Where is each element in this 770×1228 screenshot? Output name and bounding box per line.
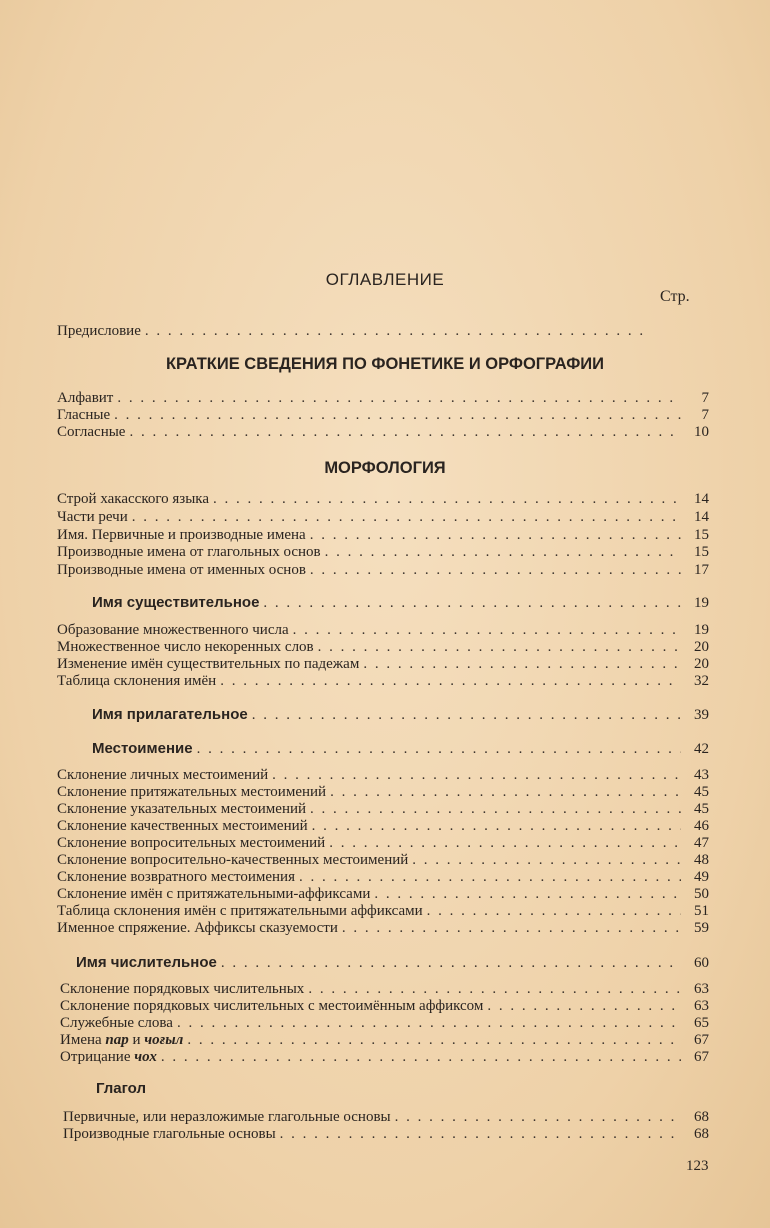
toc-entry: Изменение имён существительных по падежам . . . 20 bbox=[57, 655, 709, 673]
subsection-noun: Имя существительное . . . 19 bbox=[92, 594, 709, 612]
subsection-adjective: Имя прилагательное . . . 39 bbox=[92, 706, 709, 724]
section-heading-phonetics: КРАТКИЕ СВЕДЕНИЯ ПО ФОНЕТИКЕ И ОРФОГРАФИИ bbox=[165, 355, 605, 373]
page-title: ОГЛАВЛЕНИЕ bbox=[325, 270, 445, 289]
toc-entry: Склонение притяжательных местоимений . . . 45 bbox=[57, 783, 709, 801]
toc-entry: Склонение вопросительных местоимений . . . 47 bbox=[57, 834, 709, 852]
toc-entry: Склонение качественных местоимений . . . 46 bbox=[57, 817, 709, 835]
toc-entry: Гласные . . . 7 bbox=[57, 406, 709, 424]
page-column-label: Стр. bbox=[660, 288, 690, 305]
toc-entry-negation: Отрицание чох . . . 67 bbox=[60, 1048, 709, 1066]
toc-entry bbox=[57, 322, 671, 340]
toc-entry: Склонение порядковых числительных . . . 63 bbox=[60, 980, 709, 998]
toc-entry: Склонение указательных местоимений . . . 45 bbox=[57, 800, 709, 818]
section-heading-morphology: МОРФОЛОГИЯ bbox=[324, 459, 446, 477]
toc-entry: Производные имена от глагольных основ . . . 15 bbox=[57, 543, 709, 561]
toc-entry: Производные имена от именных основ . . . 17 bbox=[57, 561, 709, 579]
toc-entry: Строй хакасского языка . . . 14 bbox=[57, 490, 709, 508]
toc-entry: Производные глагольные основы . . . 68 bbox=[63, 1125, 709, 1143]
subsection-pronoun: Местоимение . . . 42 bbox=[92, 740, 709, 758]
toc-entry: Таблица склонения имён с притяжательными аффиксами . . . 51 bbox=[57, 902, 709, 920]
toc-entry: Таблица склонения имён . . . 32 bbox=[57, 672, 709, 690]
toc-entry: Алфавит . . . 7 bbox=[57, 389, 709, 407]
toc-entry: Служебные слова . . . 65 bbox=[60, 1014, 709, 1032]
toc-entry-names: Имена пар и чоғыл . . . 67 bbox=[60, 1031, 709, 1049]
toc-entry-label: Предисловие bbox=[57, 323, 141, 339]
toc-entry: Части речи . . . 14 bbox=[57, 508, 709, 526]
toc-entry: Множественное число некоренных слов . . . 20 bbox=[57, 638, 709, 656]
toc-entry: Склонение личных местоимений . . . 43 bbox=[57, 766, 709, 784]
toc-entry: Именное спряжение. Аффиксы сказуемости . . . 59 bbox=[57, 919, 709, 937]
toc-entry: Образование множественного числа . . . 19 bbox=[57, 621, 709, 639]
toc-entry: Первичные, или неразложимые глагольные основы . . . 68 bbox=[63, 1108, 709, 1126]
toc-entry: Склонение имён с притяжательными-аффиксами . . . 50 bbox=[57, 885, 709, 903]
subsection-verb: Глагол bbox=[96, 1080, 146, 1097]
toc-entry: Имя. Первичные и производные имена . . . 15 bbox=[57, 526, 709, 544]
toc-entry: Склонение порядковых числительных с местоимённым аффиксом . . . 63 bbox=[60, 997, 709, 1015]
toc-entry: Склонение вопросительно-качественных местоимений . . . 48 bbox=[57, 851, 709, 869]
subsection-numeral: Имя числительное . . . 60 bbox=[76, 954, 709, 972]
page-number: 123 bbox=[686, 1158, 709, 1174]
toc-entry: Согласные . . . 10 bbox=[57, 423, 709, 441]
toc-entry: Склонение возвратного местоимения . . . 49 bbox=[57, 868, 709, 886]
